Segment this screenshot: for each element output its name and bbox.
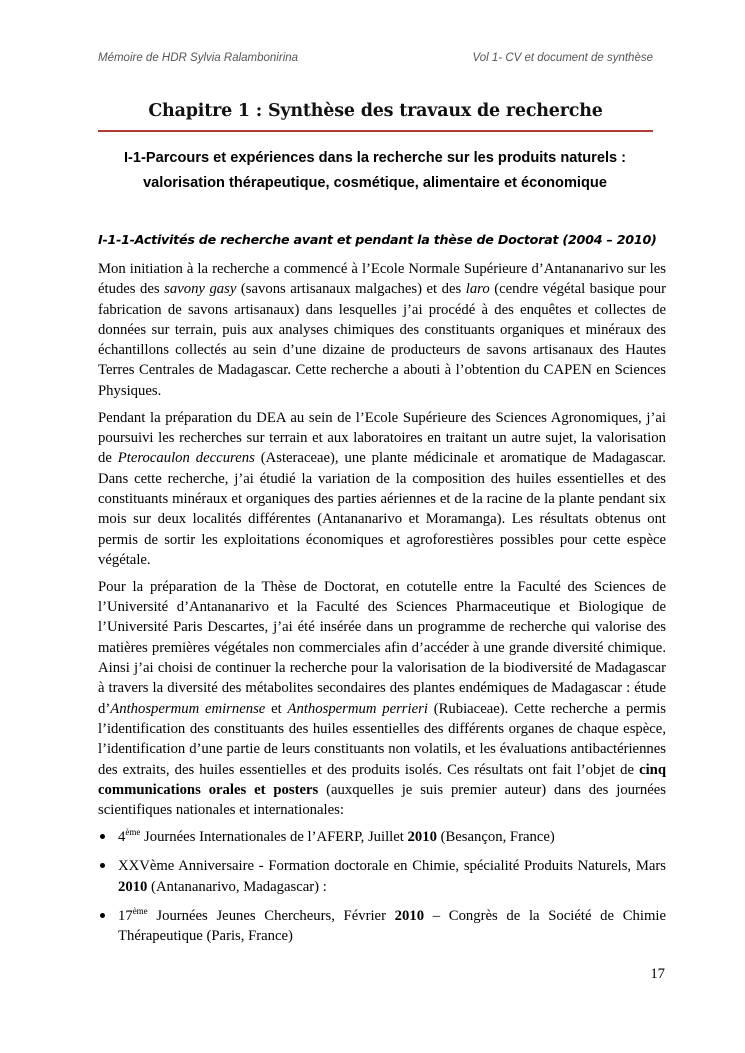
subsection-heading: I-1-1-Activités de recherche avant et pendant la thèse de Doctorat (2004 – 2010) xyxy=(98,232,657,247)
paragraph-3-text-d: (auxquelles je suis premier auteur) dans des journées scientifiques nationales et internationales: xyxy=(98,781,666,819)
body-text xyxy=(98,259,666,956)
paragraph-3-species-name-2: Anthospermum perrieri xyxy=(287,700,428,717)
running-header xyxy=(98,52,653,68)
paragraph-3-text-c: (Rubiaceae). Cette recherche a permis l’identification des constituants des huiles essentielles des différents organes de chaque espèce, l’identification d’une partie de leurs constituants non volatils, et les évaluations antibactériennes des extraits, des huiles essentielles et des produits isolés. Ces résultats ont fait l’objet de xyxy=(98,700,666,778)
list-item-location: – Congrès de la Société de Chimie Thérapeutique (Paris, France) xyxy=(118,907,666,945)
paragraph-3-bold-phrase: cinq communications orales et posters xyxy=(98,761,666,798)
list-item-year: 2010 xyxy=(407,829,437,846)
paragraph-1 xyxy=(98,259,666,401)
title-underline-divider xyxy=(98,130,653,132)
paragraph-3-text-b: et xyxy=(265,700,288,717)
list-item-location: (Besançon, France) xyxy=(436,829,555,846)
list-item-ordinal: 4 xyxy=(118,829,126,846)
list-item-ordinal: 17 xyxy=(118,907,133,924)
paragraph-1-italic-term-2: laro xyxy=(465,281,490,298)
paragraph-3-species-name-1: Anthospermum emirnense xyxy=(110,700,266,717)
list-item-ordinal-suffix: ème xyxy=(132,905,148,916)
list-item xyxy=(98,856,666,897)
paragraph-3-text-a: Pour la préparation de la Thèse de Doctorat, en cotutelle entre la Faculté des Sciences de l’Université d’Antananarivo et la Faculté des Sciences Pharmaceutique et Biologique de l’Université Paris Descartes, j’ai été insérée dans un programme de recherche qui valorise des matières premières végétales non commerciales afin d’accéder à une grande diversité chimique. Ainsi j’ai choisi de continuer la recherche pour la valorisation de la biodiversité de Madagascar à travers la diversité des métabolites secondaires des plantes endémiques de Madagascar : étude d’ xyxy=(98,578,666,717)
list-item xyxy=(98,827,666,847)
communications-list xyxy=(98,827,666,946)
page-number: 17 xyxy=(650,966,665,982)
header-author: Mémoire de HDR Sylvia Ralambonirina xyxy=(98,52,299,64)
list-item-text: Journées Internationales de l’AFERP, Juillet xyxy=(140,829,408,846)
section-heading: I-1-Parcours et expériences dans la recherche sur les produits naturels : valorisation thérapeutique, cosmétique, alimentaire et économique xyxy=(123,150,627,191)
list-item-year: 2010 xyxy=(394,907,425,924)
chapter-title: Chapitre 1 : Synthèse des travaux de recherche xyxy=(148,101,603,121)
list-item-ordinal-suffix: ème xyxy=(125,827,141,838)
list-item-year: 2010 xyxy=(118,878,148,895)
paragraph-1-text-b: (savons artisanaux malgaches) et des xyxy=(236,281,466,298)
paragraph-3 xyxy=(98,577,666,821)
paragraph-1-text-a: Mon initiation à la recherche a commencé à l’Ecole Normale Supérieure d’Antananarivo sur les études des xyxy=(98,261,666,298)
list-item-text: XXVème Anniversaire - Formation doctorale en Chimie, spécialité Produits Naturels, Mars xyxy=(118,858,666,875)
list-item-text: Journées Jeunes Chercheurs, Février xyxy=(147,907,395,924)
paragraph-2 xyxy=(98,408,666,570)
paragraph-1-italic-term: savony gasy xyxy=(164,281,237,298)
list-item-location: (Antananarivo, Madagascar) : xyxy=(147,878,327,895)
paragraph-2-text-a: Pendant la préparation du DEA au sein de l’Ecole Supérieure des Sciences Agronomiques, j’ai poursuivi les recherches sur terrain et aux laboratoires en traitant un autre sujet, la valorisation de xyxy=(98,409,666,467)
list-item xyxy=(98,906,666,947)
header-volume: Vol 1- CV et document de synthèse xyxy=(472,52,653,64)
paragraph-2-text-b: (Asteraceae), une plante médicinale et aromatique de Madagascar. Dans cette recherche, j’ai étudié la variation de la composition des huiles essentielles et des constituants minéraux et organiques des parties aériennes et de la racine de la plante pendant six mois sur deux localités différentes (Antananarivo et Moramanga). Les résultats obtenus ont permis de sortir les exploitations économiques et agroforestières possibles pour cette espèce végétale. xyxy=(98,450,666,568)
paragraph-2-species-name: Pterocaulon deccurens xyxy=(117,450,255,467)
paragraph-1-text-c: (cendre végétal basique pour fabrication de savons artisanaux) dans lesquelles j’ai procédé à des enquêtes et collectes de données sur terrain, puis aux analyses chimiques des constituants organiques et minéraux des échantillons collectés au sein d’une dizaine de producteurs de savons artisanaux des Hautes Terres Centrales de Madagascar. Cette recherche a abouti à l’obtention du CAPEN en Sciences Physiques. xyxy=(98,281,666,399)
